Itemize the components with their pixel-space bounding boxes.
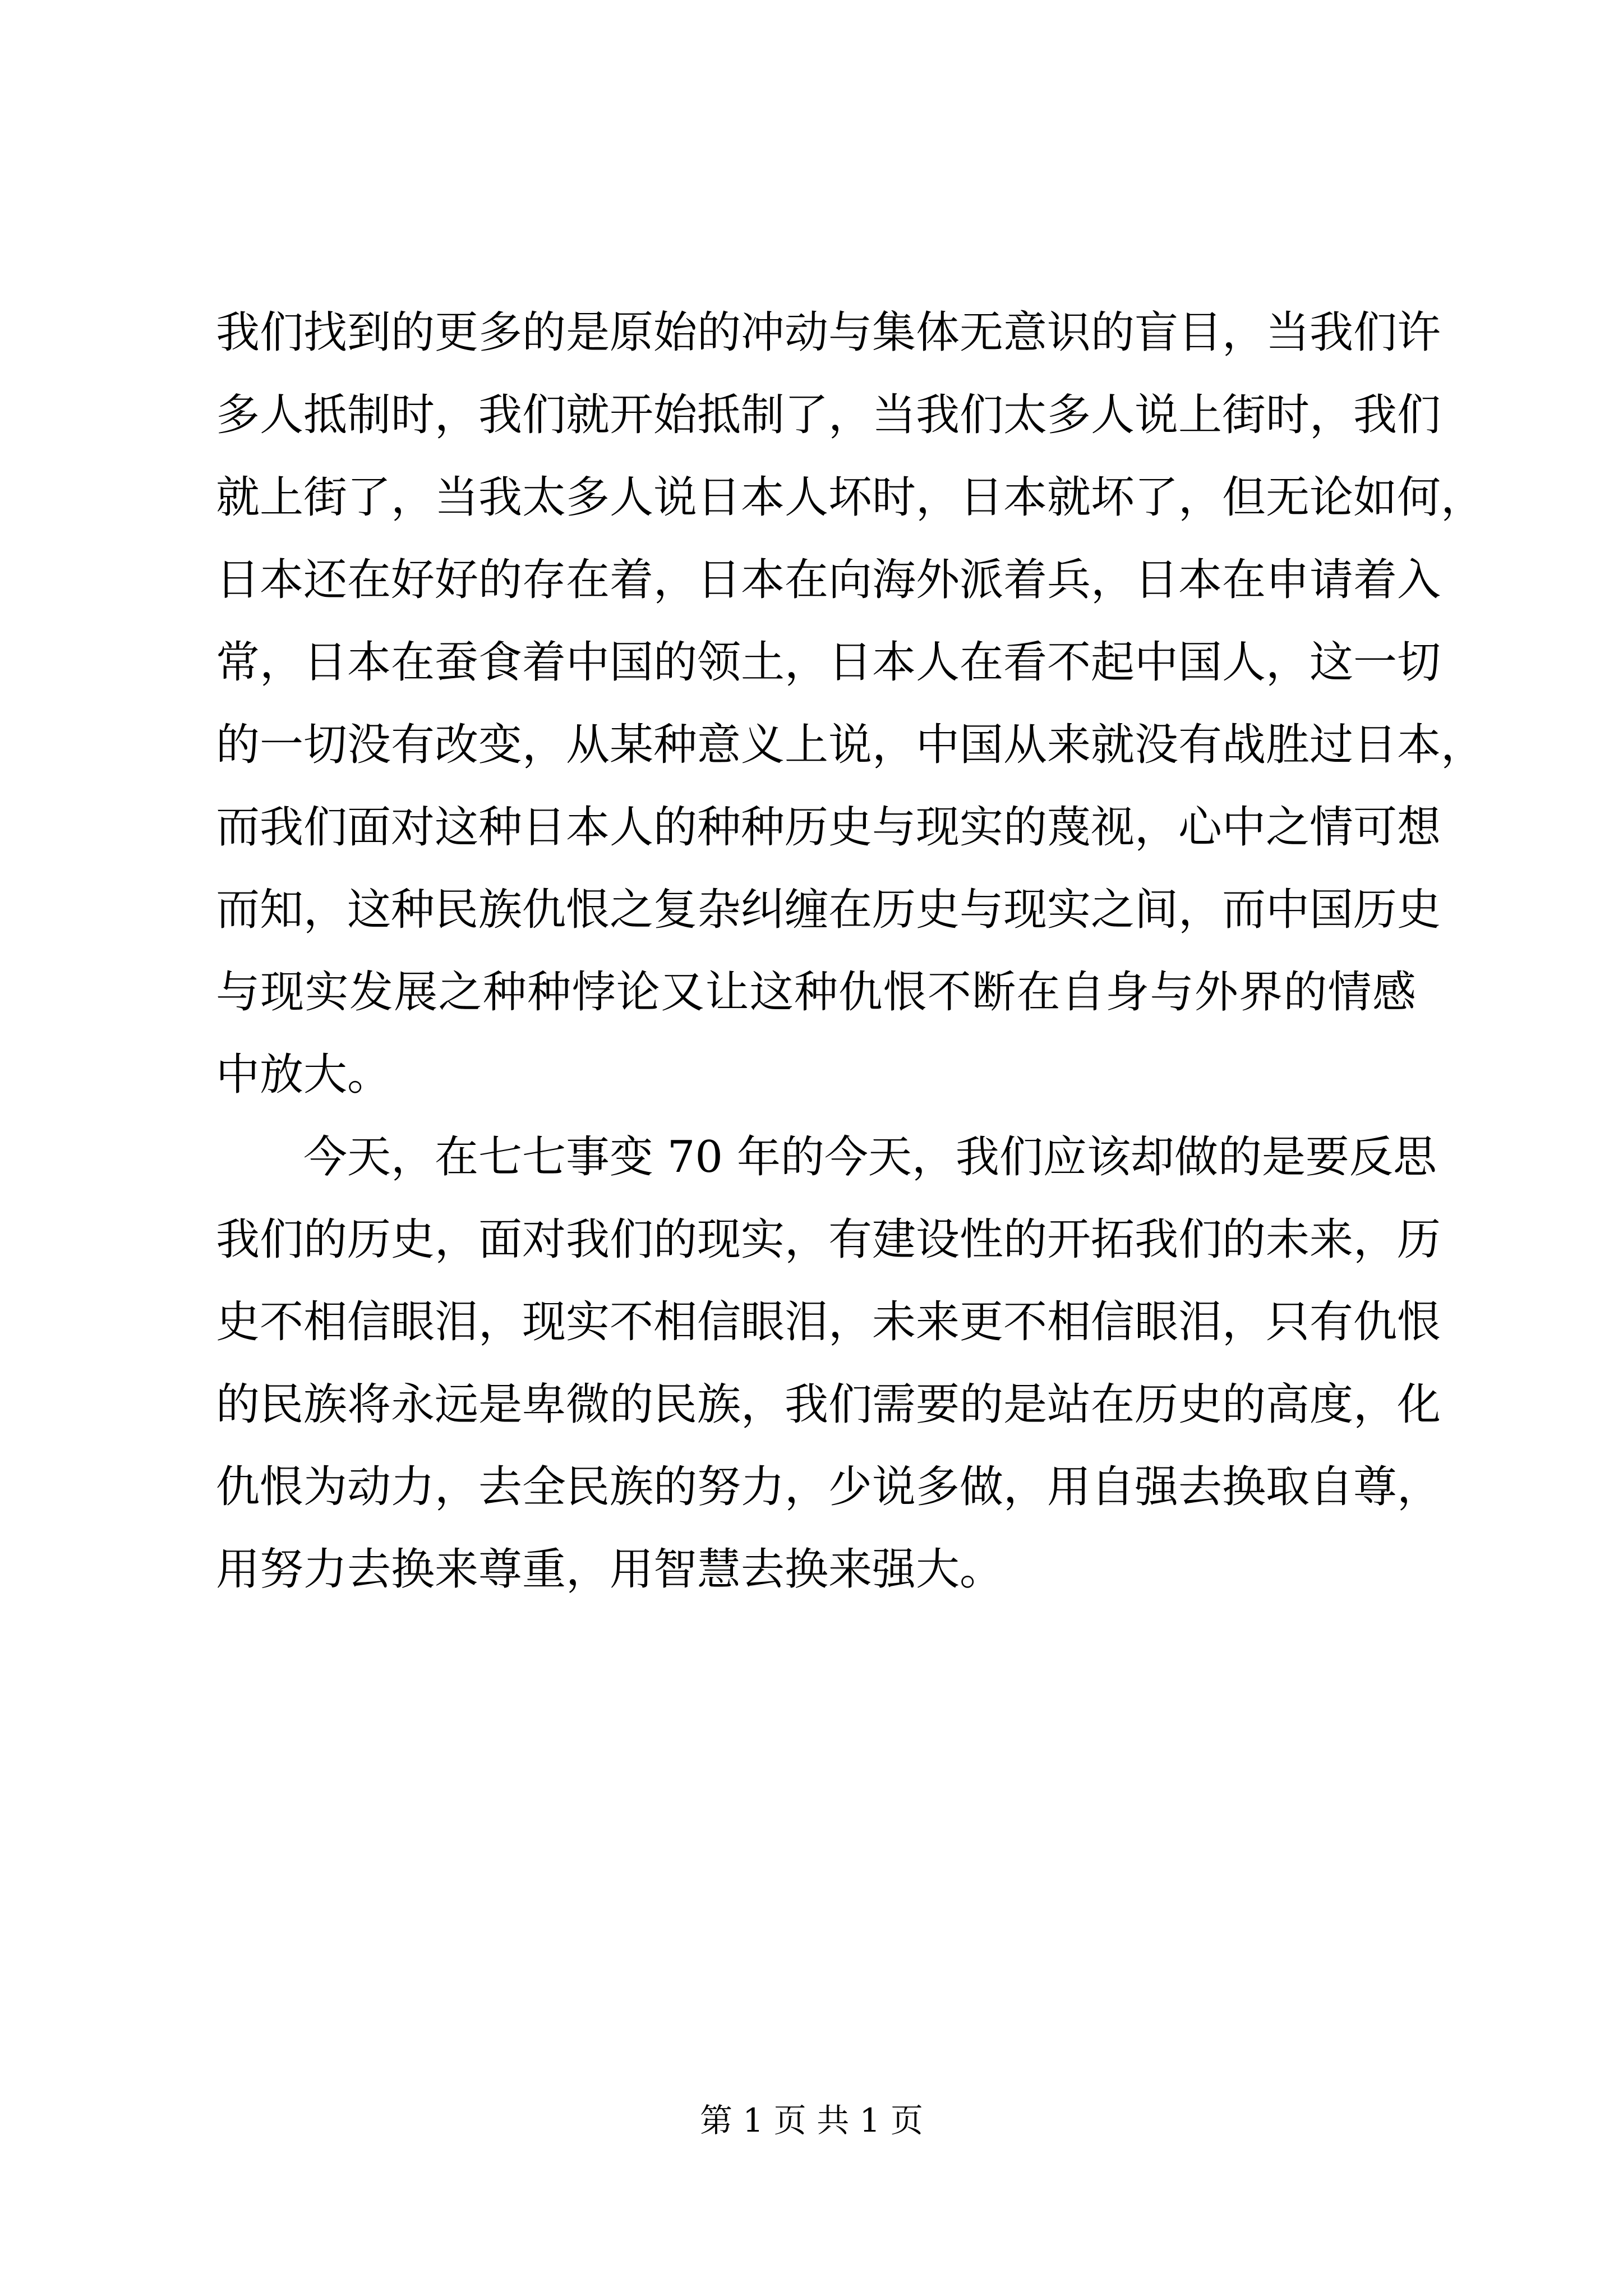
text-line: 的一切没有改变，从某种意义上说，中国从来就没有战胜过日本， xyxy=(216,720,1485,770)
text-line: 仇恨为动力，去全民族的努力，少说多做，用自强去换取自尊， xyxy=(216,1462,1441,1512)
text-line: 日本还在好好的存在着，日本在向海外派着兵，日本在申请着入 xyxy=(216,555,1441,605)
body-text xyxy=(216,292,1485,1611)
text-line: 与现实发展之种种悖论又让这种仇恨不断在自身与外界的情感 xyxy=(216,967,1416,1018)
page-footer: 第 1 页 共 1 页 xyxy=(700,2101,923,2139)
text-line: 而我们面对这种日本人的种种历史与现实的蔑视，心中之情可想 xyxy=(216,802,1441,853)
text-line: 而知，这种民族仇恨之复杂纠缠在历史与现实之间，而中国历史 xyxy=(216,885,1441,935)
text-line: 中放大。 xyxy=(216,1050,391,1100)
text-line: 史不相信眼泪，现实不相信眼泪，未来更不相信眼泪，只有仇恨 xyxy=(216,1297,1441,1347)
text-line: 常，日本在蚕食着中国的领土，日本人在看不起中国人，这一切 xyxy=(216,637,1441,688)
text-line: 今天，在七七事变 70 年的今天，我们应该却做的是要反思 xyxy=(216,1132,1437,1182)
text-line: 我们找到的更多的是原始的冲动与集体无意识的盲目，当我们许 xyxy=(216,307,1441,358)
text-line: 用努力去换来尊重，用智慧去换来强大。 xyxy=(216,1544,1004,1595)
text-line: 就上街了，当我太多人说日本人坏时，日本就坏了，但无论如何， xyxy=(216,472,1485,523)
text-line: 的民族将永远是卑微的民族，我们需要的是站在历史的高度，化 xyxy=(216,1379,1441,1430)
text-line: 多人抵制时，我们就开始抵制了，当我们太多人说上街时，我们 xyxy=(216,390,1441,440)
text-line: 我们的历史，面对我们的现实，有建设性的开拓我们的未来，历 xyxy=(216,1214,1441,1265)
